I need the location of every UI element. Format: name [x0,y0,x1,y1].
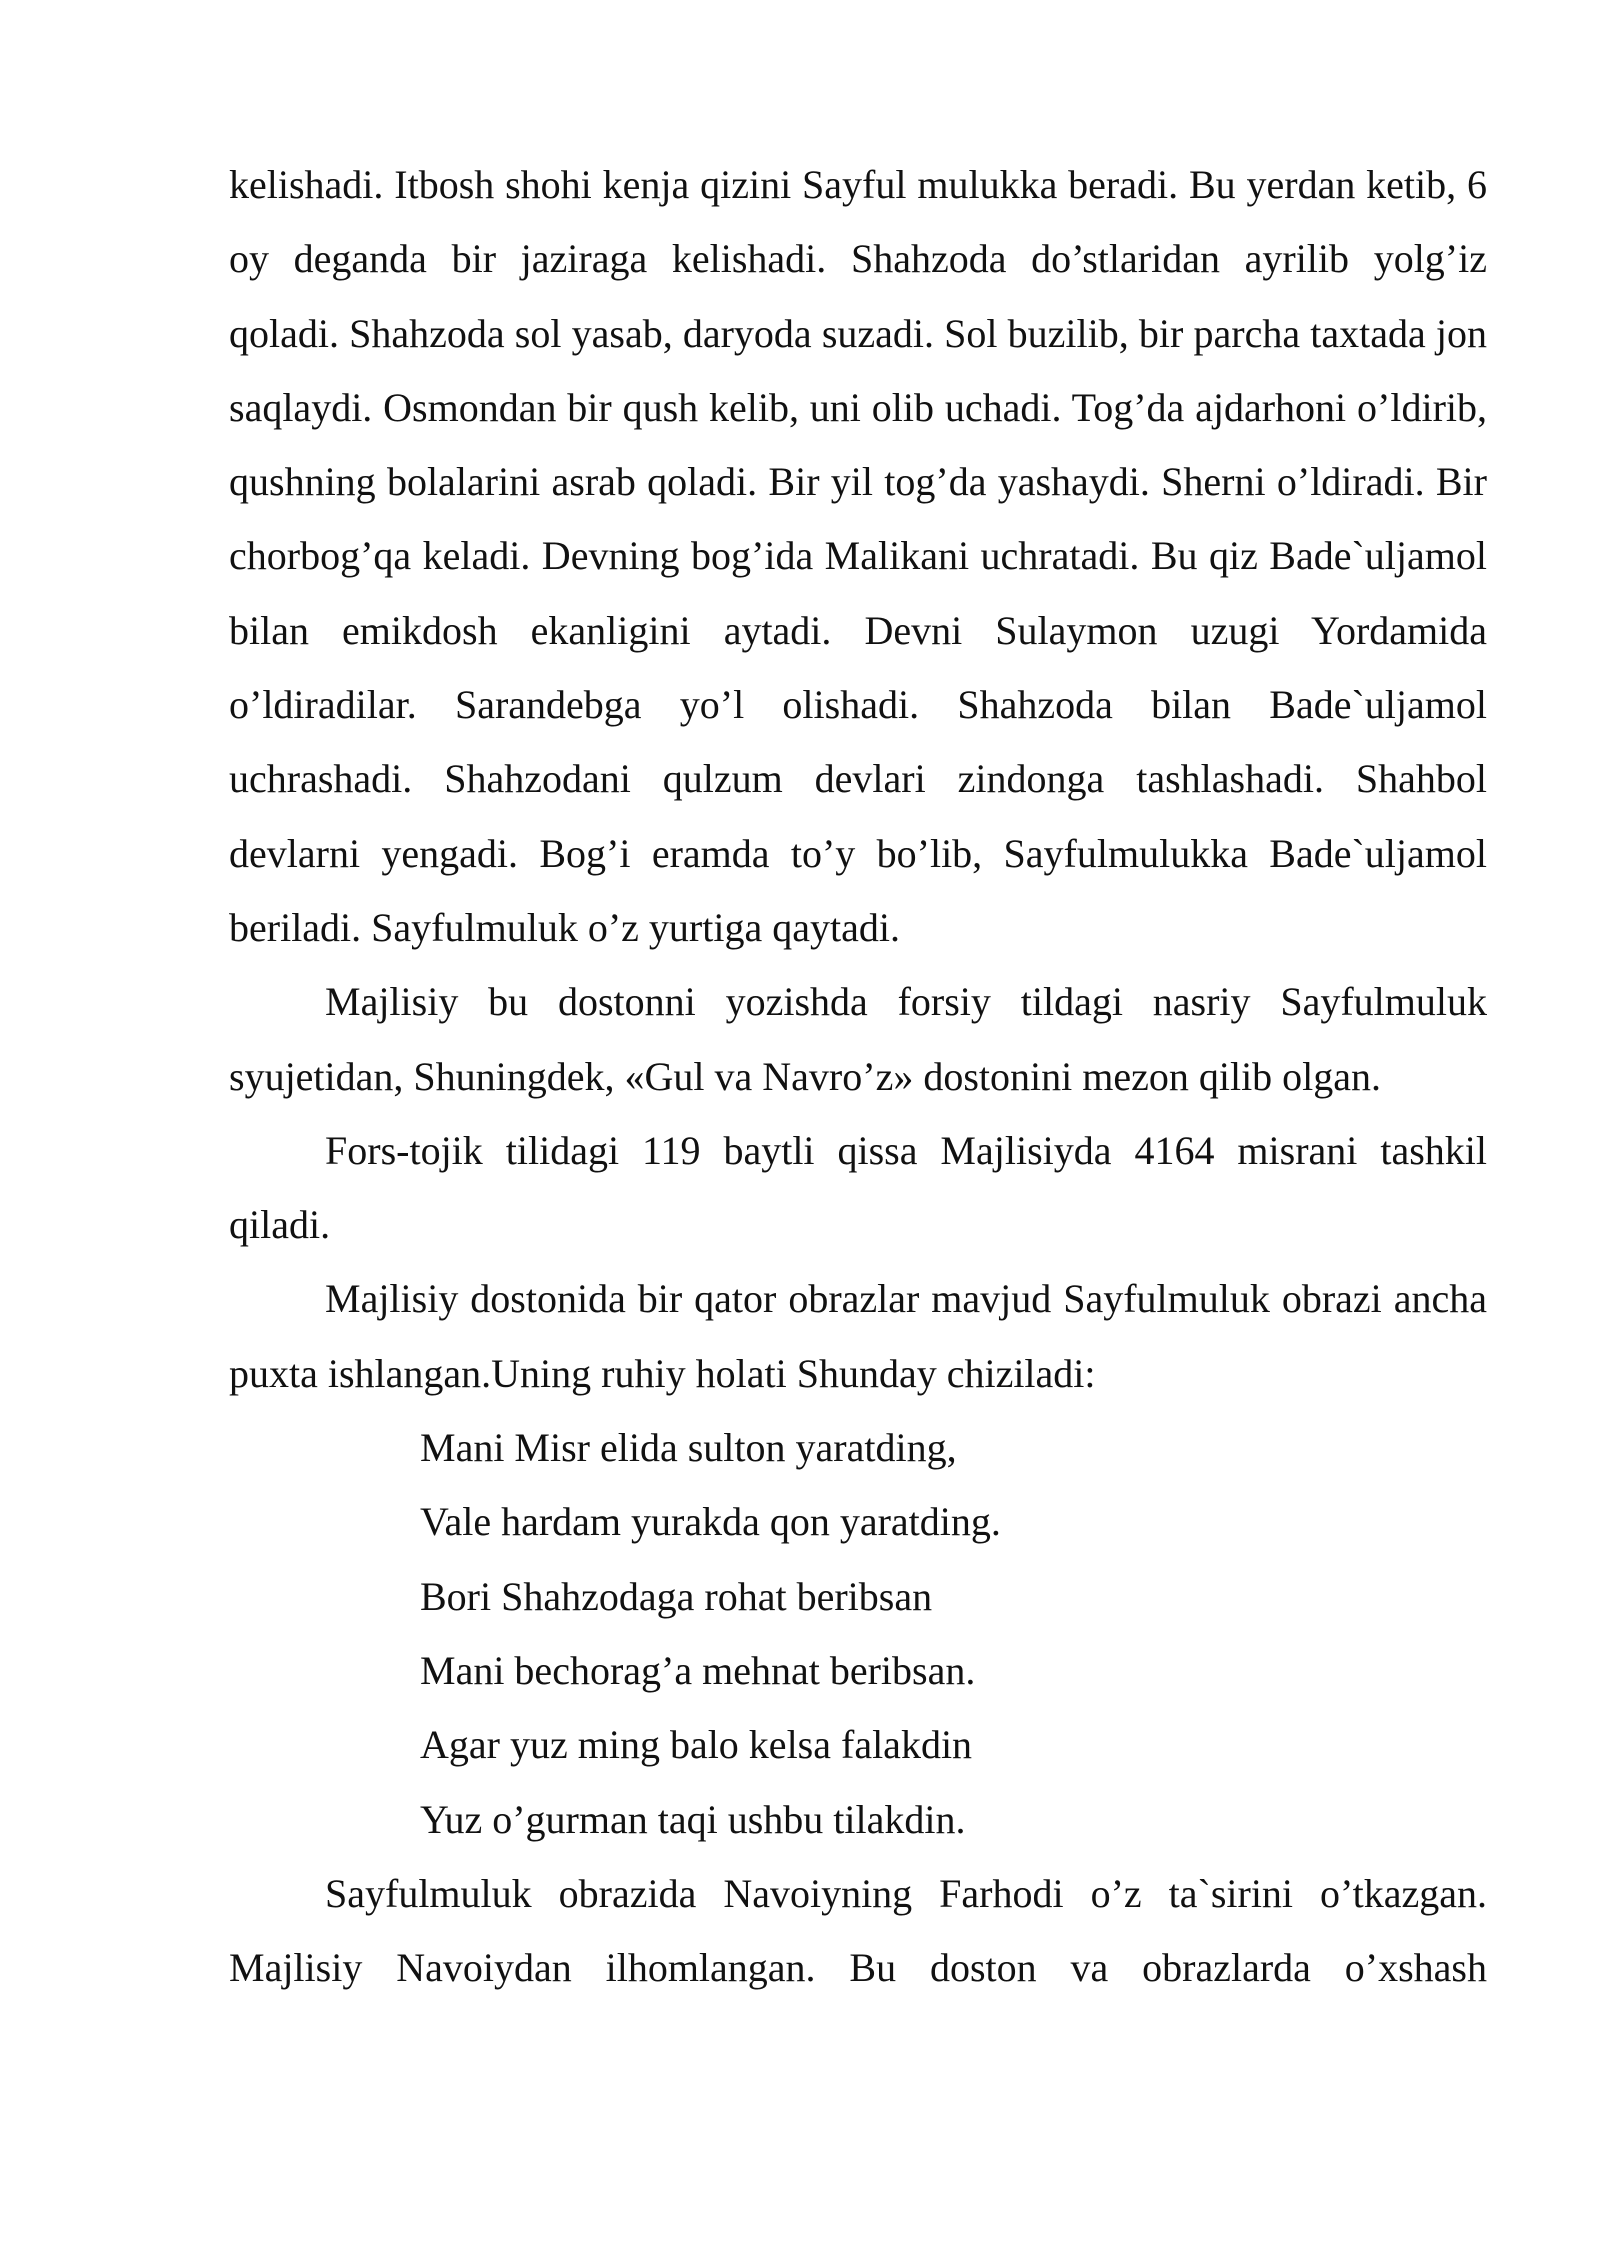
poem-line: Bori Shahzodaga rohat beribsan [420,1573,933,1619]
influence-paragraph: Sayfulmuluk obrazida Navoiyning Farhodi o’z ta`sirini o’tkazgan. Majlisiy Navoiydan ilhomlangan. Bu doston va obrazlarda o’xshash [229,1870,1487,1991]
poem-line: Mani bechorag’a mehnat beribsan. [420,1647,976,1693]
document-page [229,148,1487,2005]
character-paragraph: Majlisiy dostonida bir qator obrazlar mavjud Sayfulmuluk obrazi ancha puxta ishlangan.Uning ruhiy holati Shunday chiziladi: [229,1276,1487,1396]
story-summary-paragraph: kelishadi. Itbosh shohi kenja qizini Sayful mulukka beradi. Bu yerdan ketib, 6 oy deganda bir jaziraga kelishadi. Shahzoda do’stlaridan ayrilib yolg’iz qoladi. Shahzoda sol yasab, daryoda suzadi. Sol buzilib, bir parcha taxtada jon saqlaydi. Osmondan bir qush kelib, uni olib uchadi. Tog’da ajdarhoni o’ldirib, qushning bolalarini asrab qoladi. Bir yil tog’da yashaydi. Sherni o’ldiradi. Bir chorbog’qa keladi. Devning bog’ida Malikani uchratadi. Bu qiz Bade`uljamol bilan emikdosh ekanligini aytadi. Devni Sulaymon uzugi Yordamida o’ldiradilar. Sarandebga yo’l olishadi. Shahzoda bilan Bade`uljamol uchrashadi. Shahzodani qulzum devlari zindonga tashlashadi. Shahbol devlarni yengadi. Bog’i eramda to’y bo’lib, Sayfulmulukka Bade`uljamol beriladi. Sayfulmuluk o’z yurtiga qaytadi. [229,162,1487,950]
poem-line: Vale hardam yurakda qon yaratding. [420,1499,1001,1545]
sources-paragraph: Majlisiy bu dostonni yozishda forsiy tildagi nasriy Sayfulmuluk syujetidan, Shuningdek, «Gul va Navro’z» dostonini mezon qilib olgan. [229,979,1487,1099]
poem-excerpt [229,1411,1487,1857]
poem-line: Yuz o’gurman taqi ushbu tilakdin. [420,1796,966,1842]
poem-line: Mani Misr elida sulton yaratding, [420,1425,957,1471]
poem-line: Agar yuz ming balo kelsa falakdin [420,1722,973,1768]
verse-count-paragraph: Fors-tojik tilidagi 119 baytli qissa Majlisiyda 4164 misrani tashkil qiladi. [229,1127,1487,1248]
